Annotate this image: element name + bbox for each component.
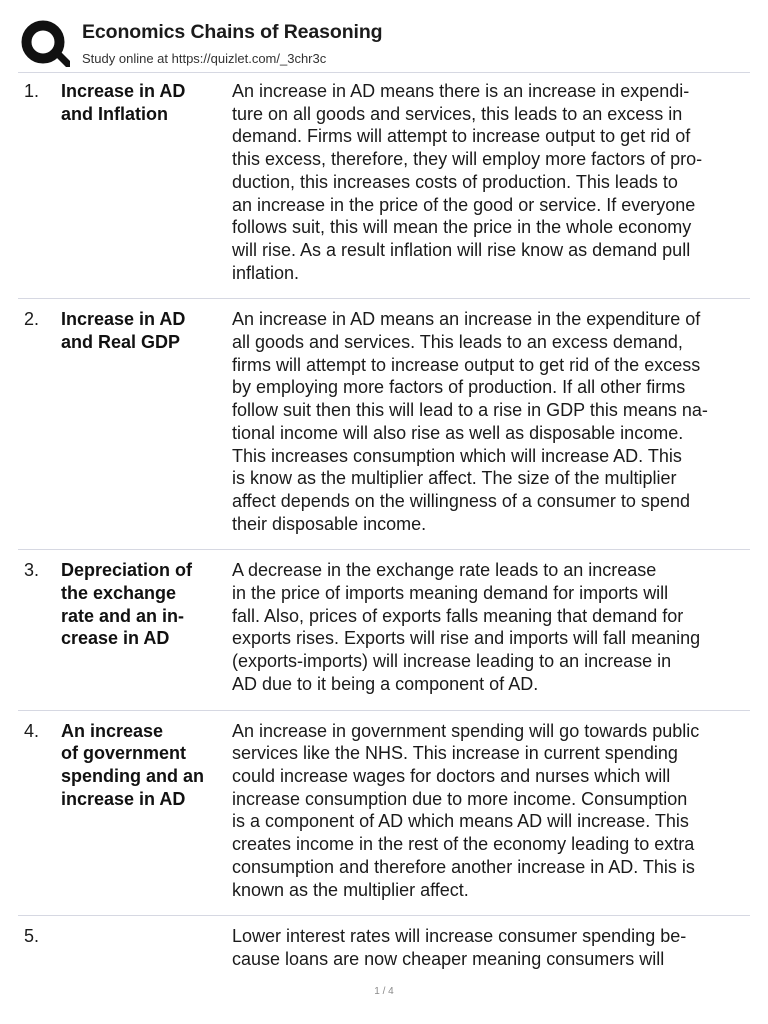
card-number: 2. [24,309,40,330]
card-number: 3. [24,560,40,581]
term-line: the exchange [61,583,177,604]
definition-line: Lower interest rates will increase consumer spending be- [232,926,687,947]
definition-line: ture on all goods and services, this leads to an excess in [232,103,683,124]
definition-line: could increase wages for doctors and nurses which will [232,765,671,786]
definition-line: An increase in AD means there is an increase in expendi- [232,81,690,101]
definition-line: this excess, therefore, they will employ more factors of pro- [232,149,703,170]
header-divider [18,72,750,73]
card-number: 1. [24,81,40,101]
page-number: 1 / 4 [374,986,394,997]
card-definition [232,80,744,284]
term-line: spending and an [61,765,205,786]
term-line: Depreciation of [61,560,193,581]
card-definition [232,925,744,970]
term-line: and Inflation [61,103,168,124]
flashcard-list [18,80,750,994]
definition-line: An increase in AD means an increase in the expenditure of [232,309,701,330]
definition-line: by employing more factors of production. If all other firms [232,377,686,398]
definition-line: follows suit, this will mean the price in the whole economy [232,217,692,238]
flashcard-row [18,559,750,710]
card-term [61,80,229,125]
term-line: Increase in AD [61,309,186,330]
document-header [18,14,750,72]
definition-line: follow suit then this will lead to a rise in GDP this means na- [232,400,708,421]
quizlet-logo-icon [20,18,70,68]
term-line: and Real GDP [61,332,181,353]
definition-line: fall. Also, prices of exports falls meaning that demand for [232,605,684,626]
definition-line: all goods and services. This leads to an excess demand, [232,332,683,353]
definition-line: their disposable income. [232,513,427,534]
card-term [61,559,229,650]
term-line: of government [61,743,187,764]
definition-line: is a component of AD which means AD will increase. This [232,811,689,832]
definition-line: increase consumption due to more income. Consumption [232,788,688,809]
definition-line: demand. Firms will attempt to increase output to get rid of [232,126,691,147]
flashcard-row [18,308,750,550]
definition-line: affect depends on the willingness of a consumer to spend [232,490,690,511]
definition-line: in the price of imports meaning demand for imports will [232,583,669,604]
definition-line: is know as the multiplier affect. The size of the multiplier [232,468,677,489]
flashcard-row [18,925,750,984]
definition-line: an increase in the price of the good or service. If everyone [232,194,696,215]
card-number: 4. [24,720,40,741]
definition-line: services like the NHS. This increase in current spending [232,743,678,764]
card-definition [232,559,744,695]
definition-line: AD due to it being a component of AD. [232,673,539,694]
card-term [61,308,229,353]
term-line: crease in AD [61,628,170,649]
definition-line: creates income in the rest of the economy leading to extra [232,834,695,855]
definition-line: An increase in government spending will go towards public [232,720,700,741]
definition-line: A decrease in the exchange rate leads to an increase [232,560,657,581]
definition-line: This increases consumption which will increase AD. This [232,445,682,466]
definition-line: (exports-imports) will increase leading to an increase in [232,651,672,672]
card-definition [232,308,744,535]
document-title: Economics Chains of Reasoning [82,21,383,43]
flashcard-row [18,720,750,917]
card-number: 5. [24,926,40,947]
document-subtitle: Study online at https://quizlet.com/_3chr3c [82,51,327,66]
definition-line: cause loans are now cheaper meaning consumers will [232,948,665,969]
card-definition [232,720,744,902]
term-line: An increase [61,720,164,741]
definition-line: tional income will also rise as well as disposable income. [232,422,684,443]
term-line: increase in AD [61,788,186,809]
definition-line: firms will attempt to increase output to get rid of the excess [232,354,701,375]
definition-line: known as the multiplier affect. [232,879,469,900]
term-line: Increase in AD [61,81,186,101]
definition-line: will rise. As a result inflation will rise know as demand pull [232,239,691,260]
flashcard-row [18,80,750,299]
definition-line: consumption and therefore another increase in AD. This is [232,856,695,877]
term-line: rate and an in- [61,605,185,626]
definition-line: exports rises. Exports will rise and imports will fall meaning [232,628,701,649]
definition-line: duction, this increases costs of production. This leads to [232,171,678,192]
card-term [61,720,229,811]
definition-line: inflation. [232,262,300,283]
